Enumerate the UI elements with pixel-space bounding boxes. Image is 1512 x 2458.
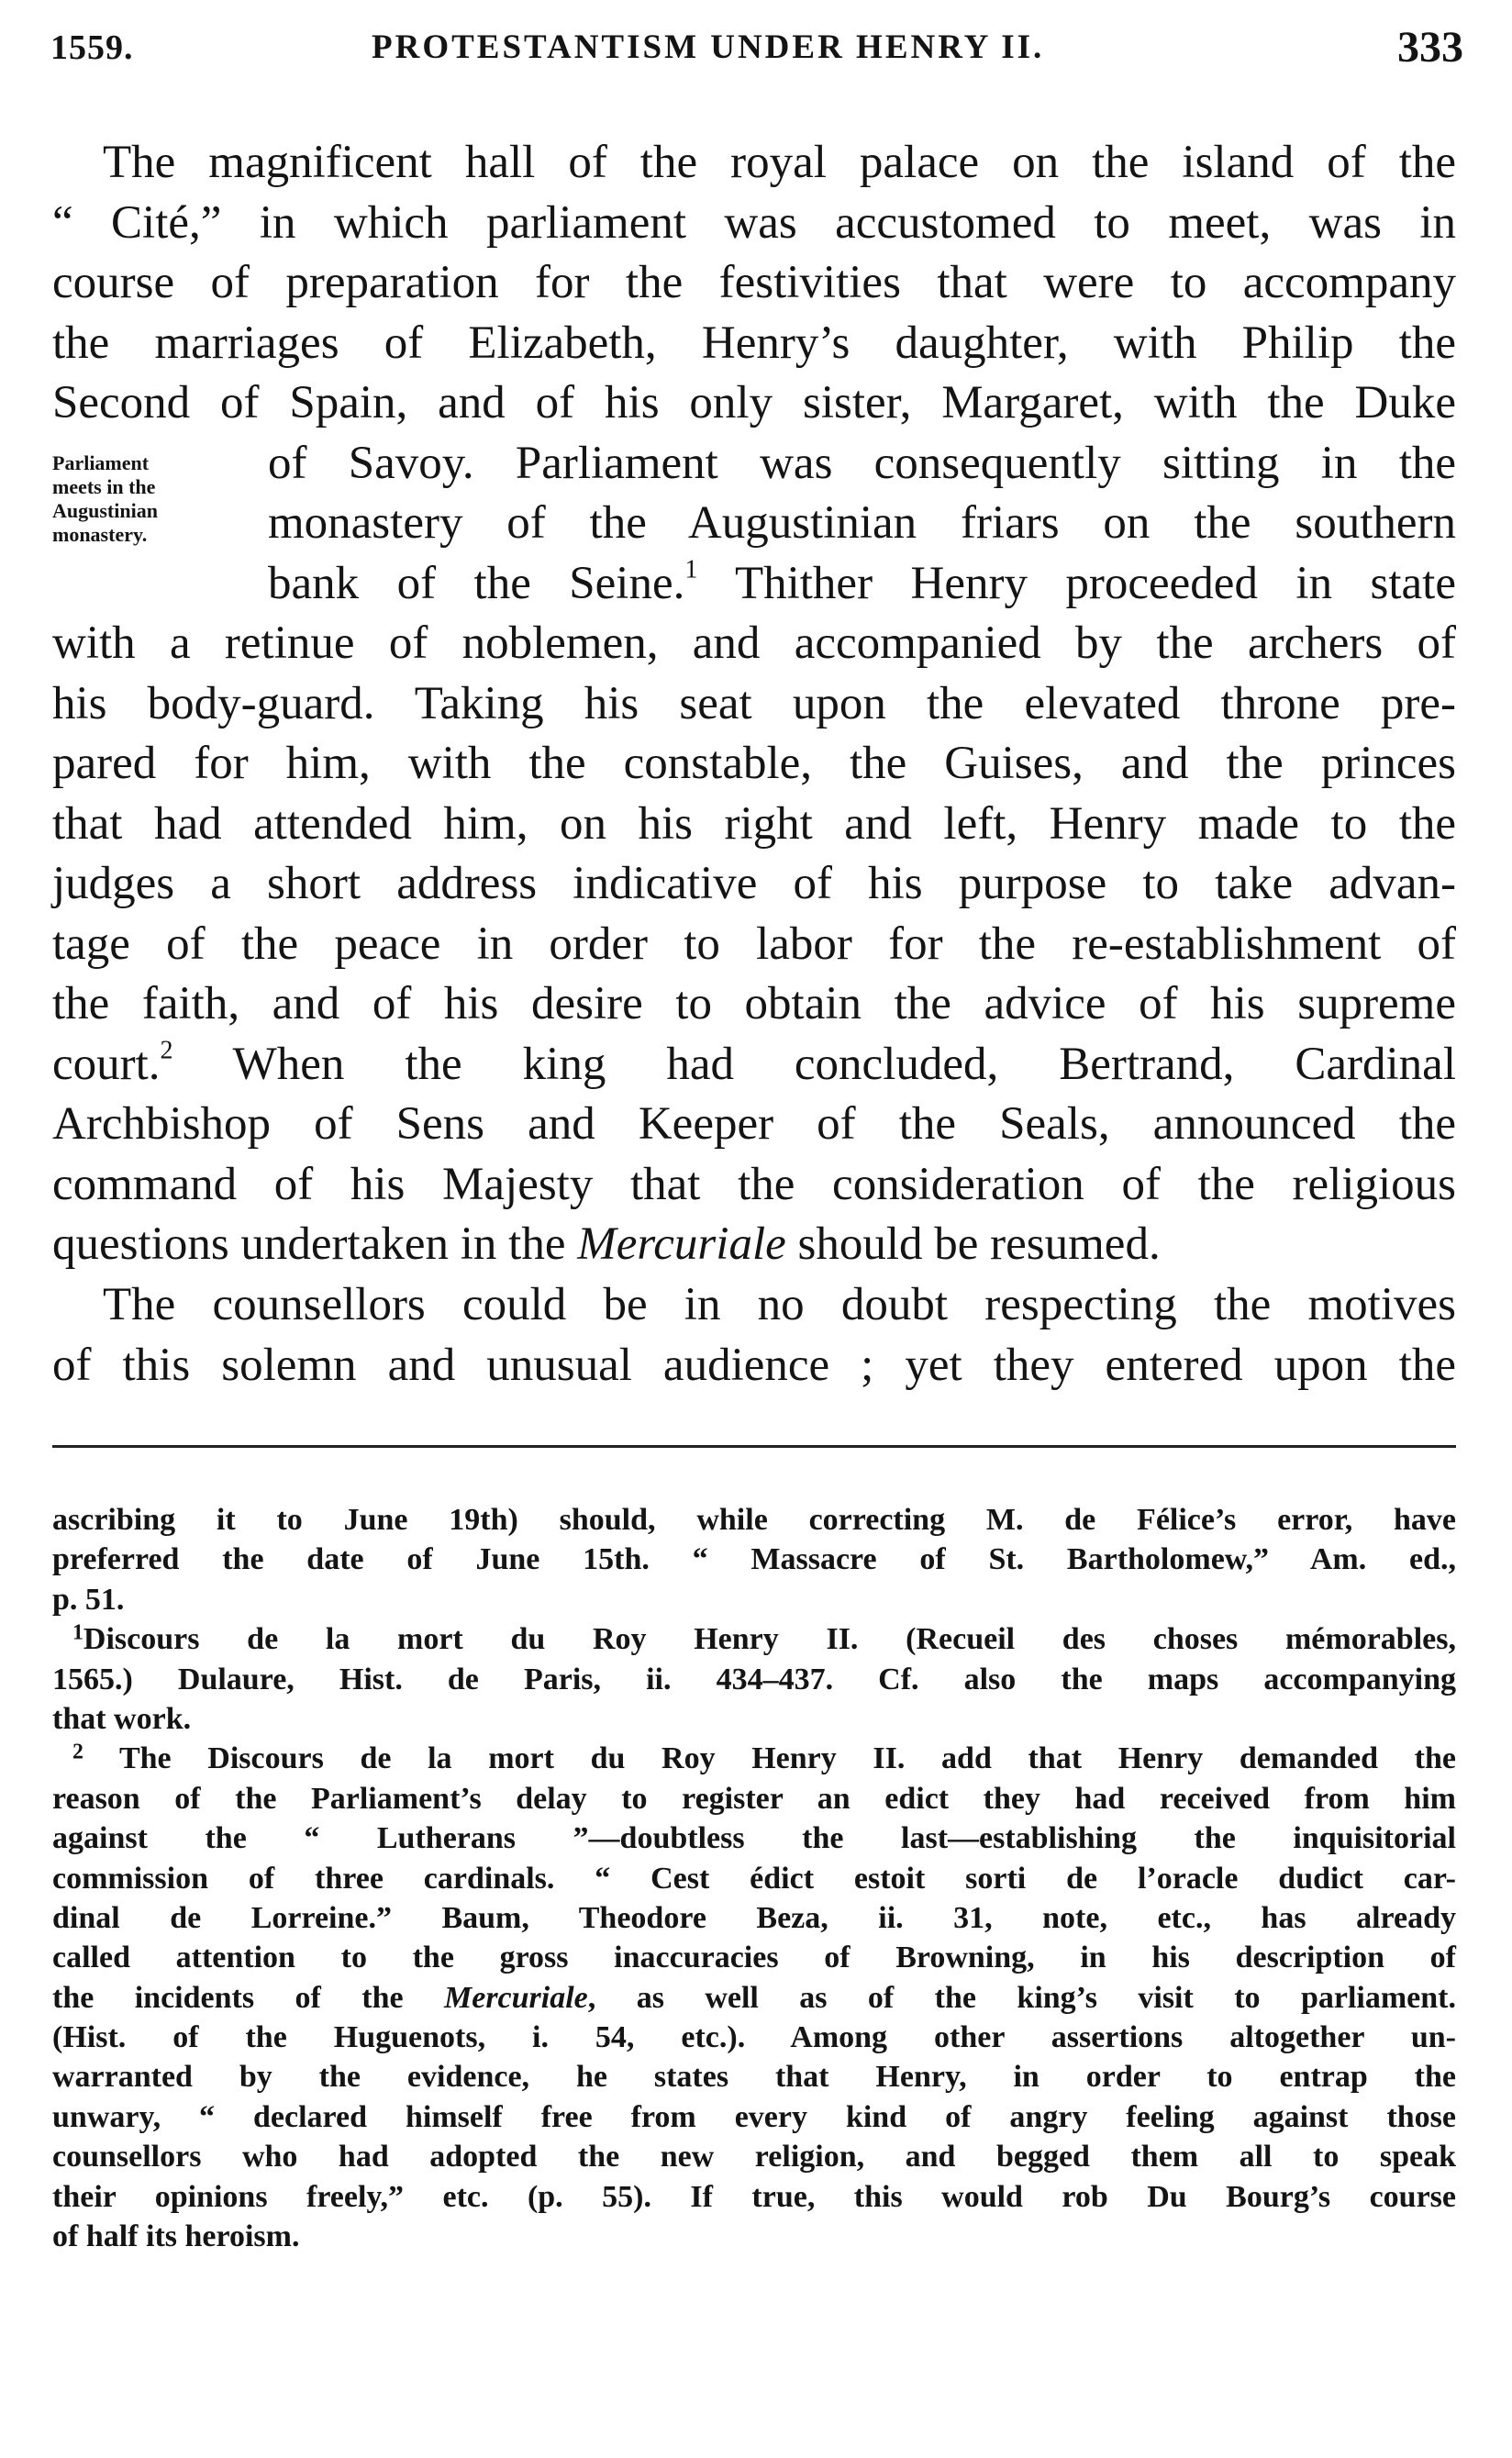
text-line <box>52 1035 1456 1096</box>
header-year: 1559. <box>50 28 134 67</box>
text-segment: the incidents of the <box>52 1980 404 2015</box>
margin-note-line: Parliament <box>52 451 150 474</box>
footnote-line <box>52 1619 1456 1659</box>
text-line <box>52 1215 1456 1275</box>
text-line <box>52 554 1456 615</box>
footnote-number-2: 2 <box>72 1740 83 1764</box>
footnote-ref-1: 1 <box>684 555 698 584</box>
text-line: The magnificent hall of the royal palace on the island of the <box>103 137 1456 188</box>
footnote-line: against the “ Lutherans ”—doubtless the last—establishing the inquisitorial <box>52 1821 1456 1856</box>
text-line: command of his Majesty that the consideration of the religious <box>52 1158 1456 1210</box>
footnote-line: that work. <box>52 1701 192 1736</box>
text-segment: When the king had concluded, Bertrand, Cardinal <box>232 1038 1456 1090</box>
margin-note-line: meets in the <box>52 475 156 498</box>
margin-note-line: Augustinian <box>52 499 158 522</box>
text-segment: , as well as of the king’s visit to parliament. <box>587 1980 1457 2015</box>
footnote-line <box>52 1978 1456 2018</box>
text-segment: questions undertaken in the <box>52 1218 566 1270</box>
footnote-line: dinal de Lorreine.” Baum, Theodore Beza, ii. 31, note, etc., has already <box>52 1900 1456 1935</box>
footnote-line: of half its heroism. <box>52 2219 300 2254</box>
paragraph-2 <box>52 1275 1456 1396</box>
italic-term: Mercuriale <box>444 1980 588 2015</box>
text-line: “ Cité,” in which parliament was accustomed to meet, was in <box>52 196 1456 249</box>
margin-note-line: monastery. <box>52 523 148 546</box>
text-segment: bank of the Seine. <box>268 557 685 609</box>
text-line: that had attended him, on his right and left, Henry made to the <box>52 797 1456 850</box>
text-line: of Savoy. Parliament was consequently sitting in the <box>268 437 1456 489</box>
text-line: the marriages of Elizabeth, Henry’s daughter, with Philip the <box>52 317 1456 369</box>
footnote-line: warranted by the evidence, he states that Henry, in order to entrap the <box>52 2060 1456 2095</box>
footnote-line <box>52 1739 1456 1778</box>
text-line: pared for him, with the constable, the Guises, and the princes <box>52 738 1456 789</box>
footnote-line: commission of three cardinals. “ Cest édict estoit sorti de l’oracle dudict car- <box>52 1861 1456 1896</box>
running-header <box>50 23 1463 83</box>
text-line: judges a short address indicative of his purpose to take advan- <box>52 858 1456 909</box>
text-line: his body-guard. Taking his seat upon the elevated throne pre- <box>52 677 1456 729</box>
text-segment: should be resumed. <box>797 1218 1161 1270</box>
footnote-line: reason of the Parliament’s delay to register an edict they had received from him <box>52 1781 1456 1816</box>
footnotes <box>52 1500 1456 2256</box>
italic-term: Mercuriale <box>577 1218 786 1270</box>
text-segment: The Discours de la mort du Roy Henry II. add that Henry demanded the <box>118 1741 1456 1776</box>
text-segment: Discours de la mort du Roy Henry II. (Recueil des choses mémorables, <box>83 1622 1456 1657</box>
text-line: the faith, and of his desire to obtain the advice of his supreme <box>52 978 1456 1029</box>
text-segment: court. <box>52 1038 161 1090</box>
text-line: Second of Spain, and of his only sister, Margaret, with the Duke <box>52 377 1456 428</box>
text-line: tage of the peace in order to labor for the re-establishment of <box>52 918 1456 970</box>
footnote-line: called attention to the gross inaccuracies of Browning, in his description of <box>52 1941 1456 1975</box>
page-number: 333 <box>1397 23 1463 72</box>
footnote-line: (Hist. of the Huguenots, i. 54, etc.). Among other assertions altogether un- <box>52 2020 1456 2055</box>
footnote-line: their opinions freely,” etc. (p. 55). If true, this would rob Du Bourg’s course <box>52 2179 1456 2214</box>
footnote-number-1: 1 <box>72 1620 83 1645</box>
text-line: The counsellors could be in no doubt respecting the motives <box>103 1279 1456 1330</box>
text-line: with a retinue of noblemen, and accompanied by the archers of <box>52 617 1456 669</box>
footnote-line: preferred the date of June 15th. “ Massacre of St. Bartholomew,” Am. ed., <box>52 1542 1456 1577</box>
footnote-line: ascribing it to June 19th) should, while correcting M. de Félice’s error, have <box>52 1503 1456 1537</box>
paragraph-1 <box>52 133 1456 1275</box>
text-line: course of preparation for the festivities that were to accompany <box>52 257 1456 308</box>
text-line: of this solemn and unusual audience ; yet they entered upon the <box>52 1339 1456 1391</box>
footnote-line: counsellors who had adopted the new religion, and begged them all to speak <box>52 2140 1456 2174</box>
footnote-line: unwary, “ declared himself free from every kind of angry feeling against those <box>52 2099 1456 2134</box>
footnote-line: p. 51. <box>52 1582 125 1617</box>
header-title: PROTESTANTISM UNDER HENRY II. <box>372 28 1045 66</box>
text-line: monastery of the Augustinian friars on the southern <box>268 497 1456 549</box>
text-segment: Thither Henry proceeded in state <box>734 557 1456 609</box>
footnote-divider <box>52 1445 1456 1448</box>
text-line: Archbishop of Sens and Keeper of the Seals, announced the <box>52 1098 1456 1150</box>
footnote-line: 1565.) Dulaure, Hist. de Paris, ii. 434–437. Cf. also the maps accompanying <box>52 1662 1456 1696</box>
footnote-ref-2: 2 <box>160 1036 173 1065</box>
